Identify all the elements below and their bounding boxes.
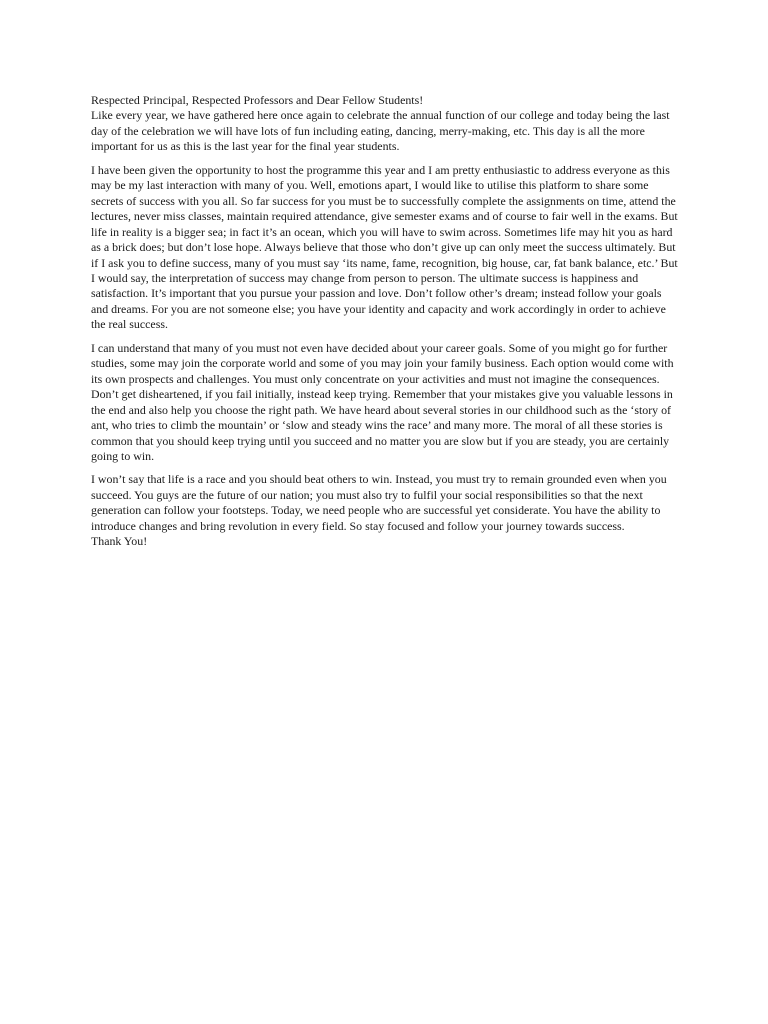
paragraph-success: I have been given the opportunity to host the programme this year and I am pretty enthusiastic to address everyone as this may be my last interaction with many of you. Well, emotions apart, I would like to utilise this platform to share some secrets of success with you all. So far success for you must be to successfully complete the assignments on time, attend the lectures, never miss classes, maintain required attendance, give semester exams and of course to fair well in the exams. But life in reality is a bigger sea; in fact it’s an ocean, which you will have to swim across. Sometimes life may hit you as hard as a brick does; but don’t lose hope. Always believe that those who don’t give up can only meet the success ultimately. But if I ask you to define success, many of you must say ‘its name, fame, recognition, big house, car, fat bank balance, etc.’ But I would say, the interpretation of success may change from person to person. The ultimate success is happiness and satisfaction. It’s important that you pursue your passion and love. Don’t follow other’s dream; instead follow your goals and dreams. For you are not someone else; you have your identity and capacity and work accordingly in order to achieve the real success. — [91, 162, 678, 332]
paragraph-career: I can understand that many of you must not even have decided about your career goals. Some of you might go for further studies, some may join the corporate world and some of you may join your family business. Each option would come with its own prospects and challenges. You must only concentrate on your activities and must not imagine the consequences. Don’t get disheartened, if you fail initially, instead keep trying. Remember that your mistakes give you valuable lessons in the end and also help you choose the right path. We have heard about several stories in our childhood such as the ‘story of ant, who tries to climb the mountain’ or ‘slow and steady wins the race’ and many more. The moral of all these stories is common that you should keep trying until you succeed and no matter you are slow but if you are steady, you are certainly going to win. — [91, 340, 674, 463]
paragraph-intro: Like every year, we have gathered here once again to celebrate the annual function of our college and today being the last day of the celebration we will have lots of fun including eating, dancing, merry-making, etc. This day is all the more important for us as this is the last year for the final year students. — [91, 108, 670, 154]
salutation: Respected Principal, Respected Professors and Dear Fellow Students! — [91, 93, 424, 107]
speech-text — [91, 93, 681, 550]
paragraph-responsibility: I won’t say that life is a race and you should beat others to win. Instead, you must try to remain grounded even when you succeed. You guys are the future of our nation; you must also try to fulfil your social responsibilities so that the next generation can follow your footsteps. Today, we need people who are successful yet considerate. You have the ability to introduce changes and bring revolution in every field. So stay focused and follow your journey towards success. — [91, 472, 667, 533]
closing: Thank You! — [91, 534, 148, 549]
